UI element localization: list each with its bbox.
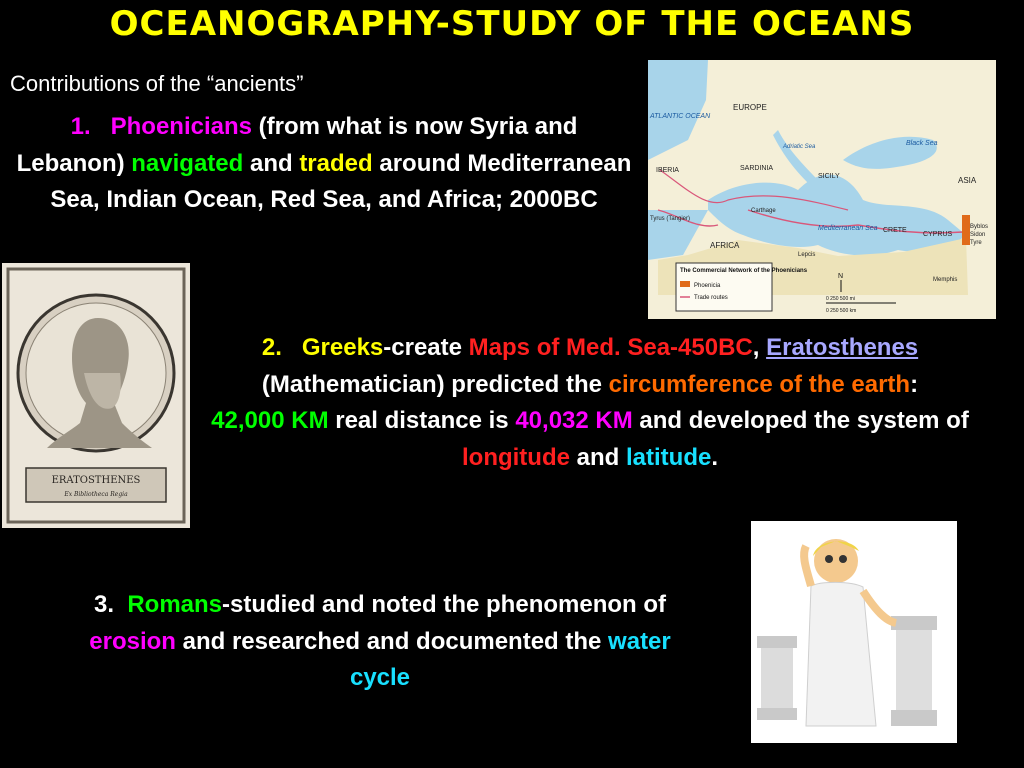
text-run: real distance is — [328, 407, 516, 434]
text-run: : — [910, 370, 919, 398]
map-label: Black Sea — [906, 140, 938, 147]
roman-cartoon — [751, 521, 957, 743]
map-label: SICILY — [818, 173, 840, 180]
scale-km: 0 250 500 km — [826, 308, 857, 314]
phoenician-trade-map — [648, 60, 996, 319]
map-label: IBERIA — [656, 167, 679, 174]
point-number: 3. — [93, 591, 114, 618]
map-label: Tyrus (Tangier) — [650, 216, 691, 222]
map-graphic — [648, 60, 996, 319]
map-label: Lepcis — [798, 252, 816, 258]
eratosthenes-portrait — [2, 263, 190, 528]
map-label: ATLANTIC OCEAN — [650, 113, 711, 120]
text-run: -create — [383, 334, 469, 361]
point-phoenicians — [14, 109, 634, 219]
map-label: Memphis — [933, 277, 958, 283]
point-greeks — [200, 330, 980, 476]
point-number: 1. — [70, 113, 91, 140]
legend-title: The Commercial Network of the Phoenicians — [680, 268, 808, 274]
map-label: SARDINIA — [740, 165, 774, 172]
greeks-term: Greeks — [301, 334, 384, 361]
text-run: and — [243, 149, 300, 177]
point-number: 2. — [261, 334, 282, 361]
portrait-plaque-sub: Ex Bibliotheca Regia — [64, 491, 128, 498]
legend-phoenicia: Phoenicia — [694, 283, 721, 289]
point-romans — [60, 587, 700, 697]
map-label: Carthage — [751, 208, 776, 214]
text-run: -studied and noted the phenomenon of — [222, 591, 666, 618]
traded-term: traded — [299, 149, 373, 177]
map-label: CRETE — [883, 227, 907, 234]
text-run: around Mediterranean Sea, Indian Ocean, Red Sea, and Africa; 2000BC — [50, 149, 632, 213]
water-cycle-term: water cycle — [349, 627, 671, 691]
map-label: Mediterranean Sea — [818, 225, 878, 232]
north-arrow: N — [838, 273, 844, 280]
map-label: EUROPE — [733, 103, 767, 112]
map-label: Sidon — [970, 232, 986, 238]
map-label: AFRICA — [710, 241, 740, 250]
roman-illustration — [751, 521, 957, 743]
map-label: Byblos — [970, 224, 989, 230]
portrait-plaque: ERATOSTHENES — [51, 475, 141, 486]
text-run: (from what is now Syria and Lebanon) — [16, 113, 578, 177]
longitude-term: longitude — [461, 443, 570, 471]
text-run: and researched and documented the — [175, 627, 609, 655]
portrait-engraving — [2, 263, 190, 528]
romans-term: Romans — [127, 591, 223, 618]
slide-subtitle: Contributions of the “ancients” — [10, 71, 304, 96]
legend-trade: Trade routes — [694, 295, 728, 301]
map-label: Adriatic Sea — [783, 144, 816, 150]
text-run: (Mathematician) predicted the — [261, 370, 609, 398]
navigated-term: navigated — [131, 149, 244, 177]
text-run: and developed the system of — [632, 407, 969, 434]
map-label: Tyre — [970, 240, 982, 246]
predicted-value: 42,000 KM — [211, 407, 329, 434]
text-run: . — [711, 443, 718, 471]
text-run: , — [752, 334, 767, 361]
erosion-term: erosion — [89, 627, 176, 655]
actual-value: 40,032 KM — [515, 407, 633, 434]
map-label: ASIA — [958, 176, 977, 185]
scale-mi: 0 250 500 mi — [826, 296, 855, 302]
eratosthenes-link[interactable]: Eratosthenes — [766, 334, 919, 361]
slide-title: OCEANOGRAPHY-STUDY OF THE OCEANS — [109, 4, 915, 44]
phoenicians-term: Phoenicians — [110, 113, 252, 140]
circumference-term: circumference of the earth — [608, 370, 911, 398]
text-run: and — [569, 443, 626, 471]
map-label: CYPRUS — [923, 231, 953, 238]
maps-term: Maps of Med. Sea-450BC — [468, 334, 753, 361]
latitude-term: latitude — [625, 443, 712, 471]
